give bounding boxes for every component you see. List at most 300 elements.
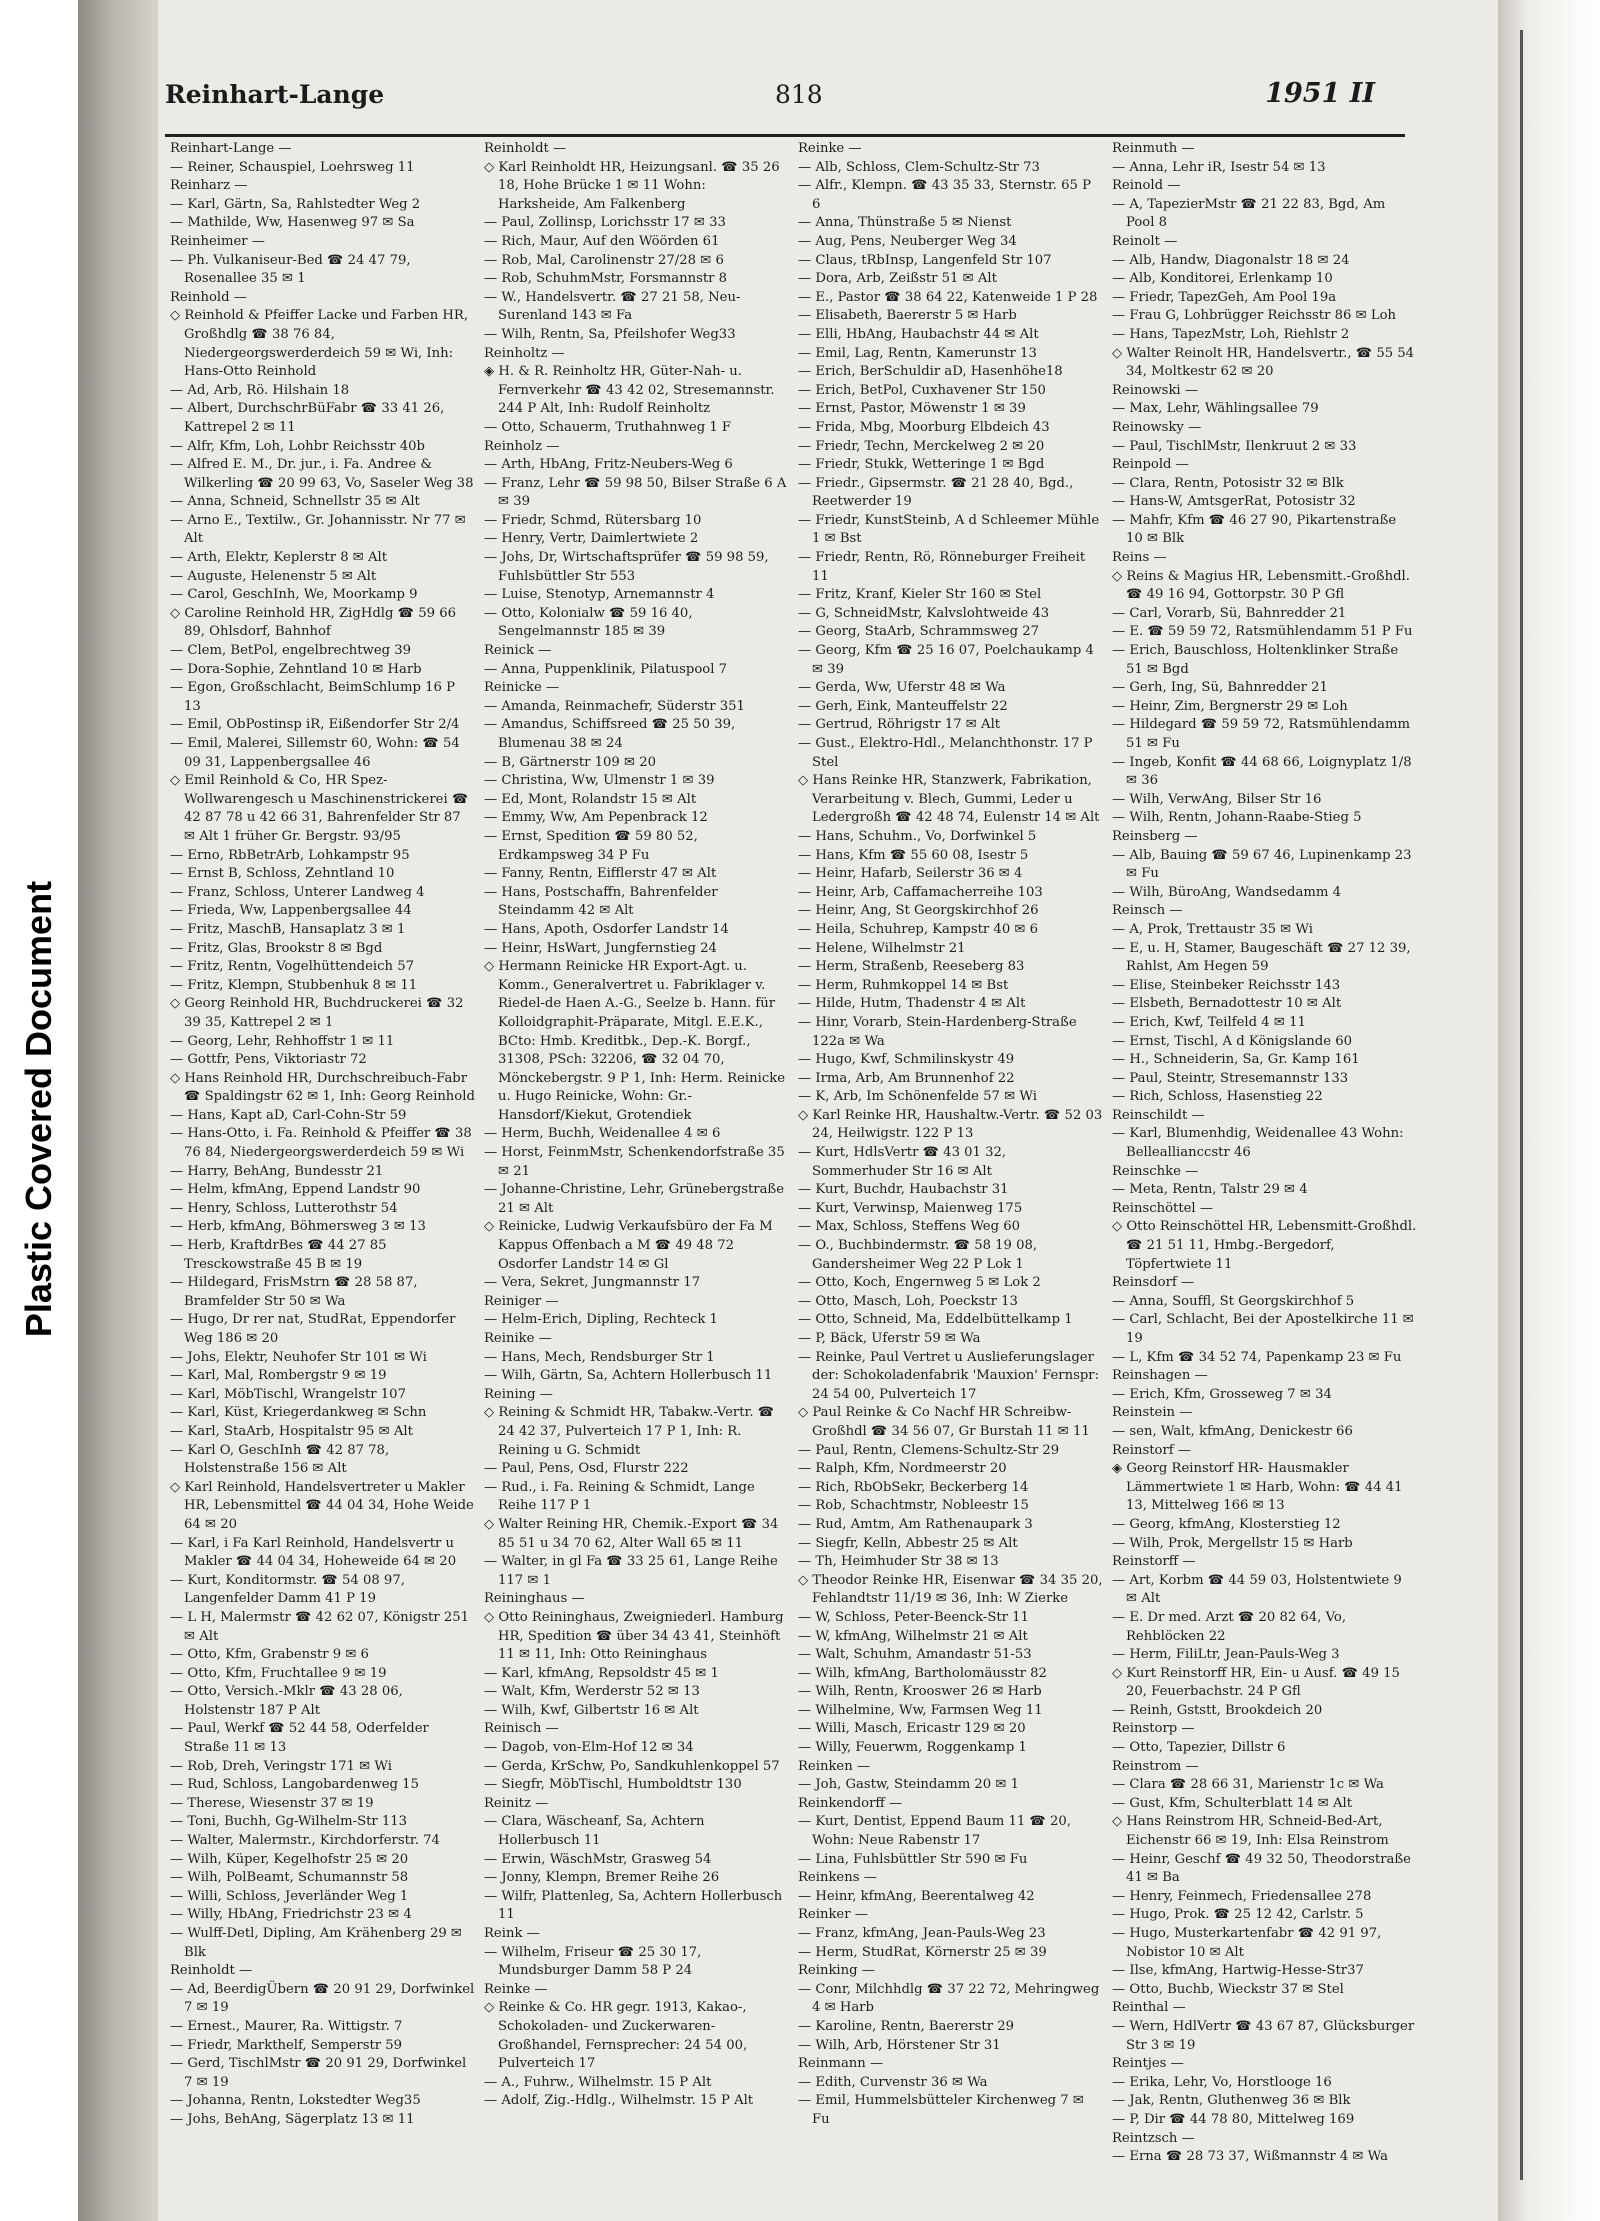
directory-entry: — Heinr, kfmAng, Beerentalweg 42 — [798, 1888, 1035, 1904]
directory-entry: — Johanne-Christine, Lehr, Grünebergstraße 21 ✉ Alt — [484, 1182, 785, 1216]
directory-heading: Reinmann — — [798, 2056, 884, 2072]
directory-heading: Reinhart-Lange — — [170, 141, 292, 156]
directory-heading: Reinstein — — [1112, 1405, 1193, 1421]
directory-entry: — Ernst, Spedition ☎ 59 80 52, Erdkampsweg 34 P Fu — [484, 828, 698, 863]
directory-entry: — Hugo, Prok. ☎ 25 12 42, Carlstr. 5 — [1112, 1907, 1364, 1923]
directory-entry: — Friedr, Rentn, Rö, Rönneburger Freiheit 11 — [798, 550, 1086, 584]
directory-entry: — Wilh, Rentn, Sa, Pfeilshofer Weg33 — [484, 326, 736, 342]
directory-entry: — Elise, Steinbeker Reichsstr 143 — [1112, 977, 1341, 993]
directory-entry: — Clara, Rentn, Potosistr 32 ✉ Blk — [1112, 475, 1344, 491]
directory-entry: — Herm, StudRat, Körnerstr 25 ✉ 39 — [798, 1944, 1047, 1960]
directory-entry: — Erna ☎ 28 73 37, Wißmannstr 4 ✉ Wa — [1112, 2149, 1388, 2165]
directory-entry: — Otto, Schauerm, Truthahnweg 1 F — [484, 419, 732, 435]
directory-entry: — Rud, Schloss, Langobardenweg 15 — [170, 1777, 419, 1793]
directory-heading: Reinthal — — [1112, 2000, 1186, 2016]
directory-entry: — Friedr, TapezGeh, Am Pool 19a — [1112, 289, 1337, 305]
directory-entry: — Carl, Vorarb, Sü, Bahnredder 21 — [1112, 605, 1347, 621]
directory-heading: Reining — — [484, 1386, 553, 1402]
directory-entry: — Dora, Arb, Zeißstr 51 ✉ Alt — [798, 271, 997, 287]
directory-entry: — G, SchneidMstr, Kalvslohtweide 43 — [798, 605, 1050, 621]
directory-entry: — Emil, Hummelsbütteler Kirchenweg 7 ✉ Fu — [798, 2093, 1084, 2127]
directory-entry: — Hans, TapezMstr, Loh, Riehlstr 2 — [1112, 326, 1350, 342]
directory-entry: — Carol, GeschInh, We, Moorkamp 9 — [170, 587, 418, 603]
directory-entry: — Ralph, Kfm, Nordmeerstr 20 — [798, 1461, 1007, 1477]
directory-entry: — Luise, Stenotyp, Arnemannstr 4 — [484, 587, 715, 603]
directory-entry: — Erika, Lehr, Vo, Horstlooge 16 — [1112, 2074, 1332, 2090]
directory-entry: — Wilh, Rentn, Krooswег 26 ✉ Harb — [798, 1684, 1042, 1700]
directory-entry: — Emmy, Ww, Am Pepenbrack 12 — [484, 810, 708, 826]
directory-entry: — Erich, Kfm, Grosseweg 7 ✉ 34 — [1112, 1386, 1332, 1402]
directory-entry: — Johanna, Rentn, Lokstedter Weg35 — [170, 2093, 421, 2109]
directory-entry: — Hilde, Hutm, Thadenstr 4 ✉ Alt — [798, 996, 1026, 1012]
directory-entry: ◇ Reinke & Co. HR gegr. 1913, Kakao-, Schokoladen- und Zuckerwaren-Großhandel, Fernsprecher: 24 54 00, Pulverteich 17 — [484, 2000, 748, 2072]
directory-entry: — Gerh, Eink, Manteuffelstr 22 — [798, 698, 1008, 714]
directory-entry: — Clem, BetPol, engelbrechtweg 39 — [170, 643, 412, 659]
directory-entry: — Lina, Fuhlsbüttler Str 590 ✉ Fu — [798, 1851, 1028, 1867]
directory-entry: — Alfr., Klempn. ☎ 43 35 33, Sternstr. 65 P 6 — [798, 178, 1091, 212]
directory-heading: Reininghaus — — [484, 1591, 585, 1607]
running-head-right: 1951 II — [1265, 78, 1375, 109]
directory-entry: — Erich, Bauschloss, Holtenklinker Straße 51 ✉ Bgd — [1112, 643, 1399, 677]
directory-entry: — Alfred E. M., Dr. jur., i. Fa. Andree & Wilkerling ☎ 20 99 63, Vo, Saseler Weg 38 — [170, 457, 474, 491]
directory-column-4 — [1112, 140, 1417, 2200]
directory-entry: — Friedr, Markthelf, Semperstr 59 — [170, 2037, 403, 2053]
directory-entry: — Rich, Maur, Auf den Wöörden 61 — [484, 233, 720, 249]
directory-entry: — Alb, Handw, Diagonalstr 18 ✉ 24 — [1112, 252, 1350, 268]
directory-entry: — Wilh, BüroAng, Wandsedamm 4 — [1112, 884, 1341, 900]
directory-entry: ◇ Hans Reinstrom HR, Schneid-Bed-Art, Eichenstr 66 ✉ 19, Inh: Elsa Reinstrom — [1112, 1814, 1389, 1849]
directory-entry: — Henry, Feinmech, Friedensallee 278 — [1112, 1888, 1372, 1904]
directory-entry: — Friedr, Stukk, Wetteringe 1 ✉ Bgd — [798, 457, 1045, 473]
directory-entry: — Heinr, Zim, Bergnerstr 29 ✉ Loh — [1112, 698, 1348, 714]
directory-heading: Reinholtz — — [484, 345, 565, 361]
directory-entry: — Otto, Schneid, Ma, Eddelbüttelkamp 1 — [798, 1312, 1073, 1328]
directory-entry: ◇ Hans Reinke HR, Stanzwerk, Fabrikation, Verarbeitung v. Blech, Gummi, Leder u Ledergroßh ☎ 42 48 74, Eulenstr 14 ✉ Alt — [798, 773, 1100, 826]
directory-entry: — Emil, Lag, Rentn, Kamerunstr 13 — [798, 345, 1037, 361]
directory-entry: — Paul, Zollinsp, Lorichsstr 17 ✉ 33 — [484, 215, 726, 231]
directory-entry: — Georg, StaArb, Schrammsweg 27 — [798, 624, 1040, 640]
directory-entry: — Helm, kfmAng, Eppend Landstr 90 — [170, 1182, 421, 1198]
directory-heading: Reinstrom — — [1112, 1758, 1199, 1774]
directory-column-3 — [798, 140, 1103, 2200]
directory-entry: — Wilh, Prok, Mergellstr 15 ✉ Harb — [1112, 1535, 1353, 1551]
directory-entry: — Franz, kfmAng, Jean-Pauls-Weg 23 — [798, 1926, 1046, 1941]
directory-entry: — Willy, Feuerwm, Roggenkamp 1 — [798, 1740, 1027, 1756]
directory-entry: — Henry, Vertr, Daimlertwiete 2 — [484, 531, 699, 547]
directory-entry: — Horst, FeinmMstr, Schenkendorfstraße 35 ✉ 21 — [484, 1145, 785, 1179]
directory-entry: — Egon, Großschlacht, BeimSchlump 16 P 13 — [170, 680, 455, 714]
directory-entry: — Ad, BeerdigÜbern ☎ 20 91 29, Dorfwinkel 7 ✉ 19 — [170, 1981, 475, 2016]
directory-entry: — Ingeb, Konfit ☎ 44 68 66, Loignyplatz 1/8 ✉ 36 — [1112, 754, 1412, 789]
directory-entry: ◇ Caroline Reinhold HR, ZigHdlg ☎ 59 66 89, Ohlsdorf, Bahnhof — [170, 605, 456, 640]
directory-entry: — Mahfr, Kfm ☎ 46 27 90, Pikartenstraße 10 ✉ Blk — [1112, 512, 1397, 547]
directory-entry: ◇ Karl Reinholdt HR, Heizungsanl. ☎ 35 26 18, Hohe Brücke 1 ✉ 11 Wohn: Harksheide, Am Falkenberg — [484, 159, 780, 212]
directory-heading: Reinowski — — [1112, 382, 1199, 398]
directory-entry: ◇ Walter Reining HR, Chemik.-Export ☎ 34 85 51 u 34 70 62, Alter Wall 65 ✉ 11 — [484, 1516, 779, 1551]
directory-entry: — Karl, kfmAng, Repsoldstr 45 ✉ 1 — [484, 1665, 719, 1681]
directory-heading: Reinhold — — [170, 289, 247, 305]
directory-entry: — Walter, in gl Fa ☎ 33 25 61, Lange Reihe 117 ✉ 1 — [484, 1554, 778, 1588]
directory-entry: — P, Bäck, Uferstr 59 ✉ Wa — [798, 1331, 981, 1346]
directory-entry: — L H, Malermstr ☎ 42 62 07, Königstr 251 ✉ Alt — [170, 1609, 470, 1644]
directory-entry: — Gottfr, Pens, Viktoriastr 72 — [170, 1052, 367, 1068]
directory-heading: Reinisch — — [484, 1721, 559, 1737]
directory-entry: — Walt, Schuhm, Amandastr 51-53 — [798, 1647, 1032, 1663]
directory-entry: — sen, Walt, kfmAng, Denickestr 66 — [1112, 1423, 1353, 1439]
directory-entry: — Hans, Kapt aD, Carl-Cohn-Str 59 — [170, 1107, 407, 1123]
directory-entry: — Clara, Wäscheanf, Sa, Achtern Hollerbusch 11 — [484, 1814, 705, 1849]
directory-heading: Reinkendorff — — [798, 1795, 903, 1811]
directory-entry: — Wilh, VerwAng, Bilser Str 16 — [1112, 791, 1322, 807]
directory-entry: — K, Arb, Im Schönenfelde 57 ✉ Wi — [798, 1089, 1037, 1105]
directory-heading: Reintjes — — [1112, 2056, 1184, 2072]
directory-entry: — Willi, Schloss, Jeverländer Weg 1 — [170, 1888, 409, 1904]
directory-entry: — Ernst B, Schloss, Zehntland 10 — [170, 866, 395, 882]
directory-entry: — Hugo, Dr rer nat, StudRat, Eppendorfer Weg 186 ✉ 20 — [170, 1312, 456, 1346]
directory-entry: — Gust, Kfm, Schulterblatt 14 ✉ Alt — [1112, 1795, 1353, 1811]
directory-entry: — Karl O, GeschInh ☎ 42 87 78, Holstenstraße 156 ✉ Alt — [170, 1442, 390, 1477]
directory-entry: — Dagob, von-Elm-Hof 12 ✉ 34 — [484, 1740, 694, 1756]
directory-entry: — Herm, Buchh, Weidenallee 4 ✉ 6 — [484, 1126, 721, 1142]
directory-entry: — Heinr, Hafarb, Seilerstr 36 ✉ 4 — [798, 866, 1023, 882]
directory-entry: — Alb, Schloss, Clem-Schultz-Str 73 — [798, 159, 1040, 175]
directory-entry: — Georg, Lehr, Rehhoffstr 1 ✉ 11 — [170, 1033, 395, 1049]
directory-entry: — Ilse, kfmAng, Hartwig-Hesse-Str37 — [1112, 1963, 1364, 1979]
directory-entry: — Otto, Versich.-Mklr ☎ 43 28 06, Holstenstr 187 P Alt — [170, 1684, 403, 1718]
directory-entry: — Wilh, Gärtn, Sa, Achtern Hollerbusch 11 — [484, 1368, 773, 1384]
directory-entry: — Herm, Ruhmkoppel 14 ✉ Bst — [798, 977, 1009, 993]
directory-entry: — Hans, Postschaffn, Bahrenfelder Steindamm 42 ✉ Alt — [484, 884, 718, 919]
directory-entry: ◇ Kurt Reinstorff HR, Ein- u Ausf. ☎ 49 15 20, Feuerbachstr. 24 P Gfl — [1112, 1665, 1400, 1700]
directory-entry: — A., Fuhrw., Wilhelmstr. 15 P Alt — [484, 2074, 712, 2090]
directory-entry: — Max, Lehr, Wählingsallee 79 — [1112, 401, 1319, 417]
directory-entry: — Rud., i. Fa. Reining & Schmidt, Lange Reihe 117 P 1 — [484, 1479, 755, 1514]
directory-entry: — Wern, HdlVertr ☎ 43 67 87, Glücksburger Str 3 ✉ 19 — [1112, 2018, 1415, 2053]
directory-entry: — Rob, Dreh, Veringstr 171 ✉ Wi — [170, 1758, 392, 1774]
directory-entry: — Fritz, Glas, Brookstr 8 ✉ Bgd — [170, 940, 383, 956]
directory-entry: — Fritz, Kranf, Kieler Str 160 ✉ Stel — [798, 587, 1042, 603]
directory-entry: — Wilh, Kwf, Gilbertstr 16 ✉ Alt — [484, 1702, 699, 1718]
directory-entry: — Otto, Buchb, Wieckstr 37 ✉ Stel — [1112, 1981, 1344, 1997]
directory-entry: — Hildegard, FrisMstrn ☎ 28 58 87, Bramfelder Str 50 ✉ Wa — [170, 1275, 418, 1309]
directory-entry: — Rich, Schloss, Hasenstieg 22 — [1112, 1089, 1323, 1105]
directory-entry: — Frida, Mbg, Moorburg Elbdeich 43 — [798, 419, 1050, 435]
directory-heading: Reinsdorf — — [1112, 1275, 1195, 1291]
directory-entry: — Mathilde, Ww, Hasenweg 97 ✉ Sa — [170, 215, 415, 231]
directory-entry: — A, TapezierMstr ☎ 21 22 83, Bgd, Am Pool 8 — [1112, 196, 1386, 231]
directory-entry: — Henry, Schloss, Lutterothstr 54 — [170, 1200, 398, 1216]
directory-entry: ◇ Reining & Schmidt HR, Tabakw.-Vertr. ☎ 24 42 37, Pulverteich 17 P 1, Inh: R. Reining u G. Schmidt — [484, 1405, 775, 1458]
directory-entry: — Karoline, Rentn, Baererstr 29 — [798, 2018, 1014, 2034]
directory-entry: — Karl, StaArb, Hospitalstr 95 ✉ Alt — [170, 1423, 413, 1439]
directory-entry: — Paul, Werkf ☎ 52 44 58, Oderfelder Straße 11 ✉ 13 — [170, 1721, 429, 1756]
directory-entry: — Rich, RbObSekr, Beckerberg 14 — [798, 1479, 1029, 1495]
directory-entry: — Wilh, PolBeamt, Schumannstr 58 — [170, 1870, 409, 1886]
directory-entry: — Hildegard ☎ 59 59 72, Ratsmühlendamm 51 ✉ Fu — [1112, 717, 1411, 751]
directory-entry: — Fritz, Rentn, Vogelhüttendeich 57 — [170, 959, 414, 975]
directory-entry: — Herb, KraftdrBes ☎ 44 27 85 Tresckowstraße 45 B ✉ 19 — [170, 1238, 387, 1272]
directory-entry: — Arth, Elektr, Keplerstr 8 ✉ Alt — [170, 550, 388, 566]
directory-heading: Reinheimer — — [170, 233, 265, 249]
directory-entry: — Kurt, HdlsVertr ☎ 43 01 32, Sommerhuder Str 16 ✉ Alt — [798, 1145, 1007, 1179]
directory-entry: — Ed, Mont, Rolandstr 15 ✉ Alt — [484, 791, 697, 807]
directory-entry: — Hinr, Vorarb, Stein-Hardenberg-Straße 122a ✉ Wa — [798, 1014, 1077, 1049]
directory-heading: Reinold — — [1112, 178, 1181, 194]
directory-entry: — Franz, Schloss, Unterer Landweg 4 — [170, 884, 425, 900]
directory-heading: Reinholdt — — [170, 1963, 253, 1979]
directory-entry: ◇ Karl Reinhold, Handelsvertreter u Makler HR, Lebensmittel ☎ 44 04 34, Hohe Weide 64 ✉ 20 — [170, 1479, 474, 1532]
directory-entry: — H., Schneiderin, Sa, Gr. Kamp 161 — [1112, 1052, 1360, 1068]
directory-entry: — Heinr, Arb, Caffamacherreihe 103 — [798, 884, 1043, 900]
directory-entry: — Harry, BehAng, Bundesstr 21 — [170, 1163, 384, 1179]
directory-entry: — Walt, Kfm, Werderstr 52 ✉ 13 — [484, 1684, 700, 1700]
directory-entry: — Karl, Gärtn, Sa, Rahlstedter Weg 2 — [170, 196, 421, 212]
directory-entry: — Hans, Mech, Rendsburger Str 1 — [484, 1349, 715, 1365]
directory-entry: — Emil, Malerei, Sillemstr 60, Wohn: ☎ 54 09 31, Lappenbergsallee 46 — [170, 736, 460, 770]
directory-heading: Reinpold — — [1112, 457, 1189, 473]
directory-heading: Reinicke — — [484, 680, 560, 696]
directory-entry: — Hugo, Musterkartenfabr ☎ 42 91 97, Nobistor 10 ✉ Alt — [1112, 1926, 1382, 1960]
directory-entry: ◇ Hans Reinhold HR, Durchschreibuch-Fabr ☎ Spaldingstr 62 ✉ 1, Inh: Georg Reinhold — [170, 1070, 475, 1105]
directory-entry: — Georg, kfmAng, Klosterstieg 12 — [1112, 1516, 1341, 1532]
directory-entry: — Friedr., Gipsermstr. ☎ 21 28 40, Bgd., Reetwerder 19 — [798, 475, 1074, 510]
directory-entry: — Joh, Gastw, Steindamm 20 ✉ 1 — [798, 1777, 1020, 1793]
directory-entry: ◇ Georg Reinhold HR, Buchdruckerei ☎ 32 39 35, Kattrepel 2 ✉ 1 — [170, 996, 464, 1030]
directory-entry: — Gerd, TischlMstr ☎ 20 91 29, Dorfwinkel 7 ✉ 19 — [170, 2056, 467, 2090]
directory-heading: Reinike — — [484, 1331, 552, 1346]
directory-entry: — Kurt, Verwinsp, Maienweg 175 — [798, 1200, 1023, 1216]
document-label: Plastic Covered Document — [18, 880, 59, 1338]
directory-entry: — Franz, Lehr ☎ 59 98 50, Bilser Straße 6 A ✉ 39 — [484, 475, 787, 510]
directory-entry: — Reinh, Gststt, Brookdeich 20 — [1112, 1702, 1323, 1718]
directory-entry: — Gust., Elektro-Hdl., Melanchthonstr. 17 P Stel — [798, 736, 1093, 770]
directory-heading: Reink — — [484, 1926, 540, 1941]
directory-entry: — Siegfr, Kelln, Abbestr 25 ✉ Alt — [798, 1535, 1018, 1551]
directory-entry: — Paul, Pens, Osd, Flurstr 222 — [484, 1461, 689, 1477]
directory-entry: ◇ Walter Reinolt HR, Handelsvertr., ☎ 55 54 34, Moltkestr 62 ✉ 20 — [1112, 345, 1415, 380]
directory-entry: — Karl, MöbTischl, Wrangelstr 107 — [170, 1386, 406, 1402]
directory-entry: — Meta, Rentn, Talstr 29 ✉ 4 — [1112, 1182, 1308, 1198]
directory-entry: — B, Gärtnerstr 109 ✉ 20 — [484, 754, 657, 770]
directory-entry: — Edith, Curvenstr 36 ✉ Wa — [798, 2074, 988, 2090]
directory-entry: ◇ Karl Reinke HR, Haushaltw.-Vertr. ☎ 52 03 24, Heilwigstr. 122 P 13 — [798, 1107, 1103, 1142]
directory-entry: — Friedr, Techn, Merckelweg 2 ✉ 20 — [798, 438, 1045, 454]
directory-entry: — Ernst, Tischl, A d Königslande 60 — [1112, 1033, 1353, 1049]
directory-heading: Reinschöttel — — [1112, 1200, 1214, 1216]
directory-entry: — Albert, DurchschrBüFabr ☎ 33 41 26, Kattrepel 2 ✉ 11 — [170, 401, 445, 435]
directory-entry: — Siegfr, MöbTischl, Humboldtstr 130 — [484, 1777, 742, 1793]
directory-entry: — Anna, Schneid, Schnellstr 35 ✉ Alt — [170, 494, 420, 510]
directory-entry: — Helene, Wilhelmstr 21 — [798, 940, 966, 956]
directory-entry: — Fritz, MaschB, Hansaplatz 3 ✉ 1 — [170, 921, 406, 937]
directory-entry: — Fritz, Klempn, Stubbenhuk 8 ✉ 11 — [170, 977, 418, 993]
directory-entry: — Alb, Bauing ☎ 59 67 46, Lupinenkamp 23 ✉ Fu — [1112, 847, 1412, 882]
directory-entry: — Gerda, Ww, Uferstr 48 ✉ Wa — [798, 680, 1006, 696]
directory-entry: — Anna, Souffl, St Georgskirchhof 5 — [1112, 1293, 1355, 1309]
directory-entry: — Rob, SchuhmMstr, Forsmannstr 8 — [484, 271, 728, 287]
directory-heading: Reinker — — [798, 1907, 868, 1923]
directory-entry: — Wilhelm, Friseur ☎ 25 30 17, Mundsburger Damm 58 P 24 — [484, 1944, 702, 1979]
directory-entry: — Frau G, Lohbrügger Reichsstr 86 ✉ Loh — [1112, 308, 1397, 324]
directory-column-2 — [484, 140, 789, 2200]
directory-entry: — Aug, Pens, Neuberger Weg 34 — [798, 233, 1017, 249]
directory-entry: — Carl, Schlacht, Bei der Apostelkirche 11 ✉ 19 — [1112, 1312, 1414, 1346]
directory-heading: Reinken — — [798, 1758, 871, 1774]
directory-entry: — Hugo, Kwf, Schmilinskystr 49 — [798, 1052, 1015, 1068]
directory-entry: — Jak, Rentn, Gluthenweg 36 ✉ Blk — [1112, 2093, 1351, 2109]
directory-entry: — Karl, i Fa Karl Reinhold, Handelsvertr u Makler ☎ 44 04 34, Hoheweide 64 ✉ 20 — [170, 1535, 457, 1570]
directory-heading: Reinmuth — — [1112, 141, 1195, 156]
directory-heading: Reinshagen — — [1112, 1368, 1208, 1384]
directory-entry: — Hans, Schuhm., Vo, Dorfwinkel 5 — [798, 828, 1037, 844]
directory-column-1 — [170, 140, 475, 2200]
directory-heading: Reinharz — — [170, 178, 248, 194]
directory-entry: — Herb, kfmAng, Böhmersweg 3 ✉ 13 — [170, 1219, 426, 1235]
directory-entry: — Anna, Puppenklinik, Pilatuspool 7 — [484, 661, 728, 677]
directory-entry: — Rud, Amtm, Am Rathenaupark 3 — [798, 1516, 1033, 1532]
directory-heading: Reinschke — — [1112, 1163, 1199, 1179]
directory-entry: — Adolf, Zig.-Hdlg., Wilhelmstr. 15 P Alt — [484, 2093, 754, 2109]
directory-entry: — Ad, Arb, Rö. Hilshain 18 — [170, 382, 350, 398]
directory-entry: — Wilh, Küper, Kegelhofstr 25 ✉ 20 — [170, 1851, 409, 1867]
directory-entry: ◈ H. & R. Reinholtz HR, Güter-Nah- u. Fernverkehr ☎ 43 42 02, Stresemannstr. 244 P Alt, Inh: Rudolf Reinholtz — [484, 364, 775, 417]
directory-entry: — Conr, Milchhdlg ☎ 37 22 72, Mehringweg 4 ✉ Harb — [798, 1981, 1100, 2016]
directory-heading: Reinowsky — — [1112, 419, 1202, 435]
directory-entry: — Irma, Arb, Am Brunnenhof 22 — [798, 1070, 1015, 1086]
directory-entry: — Otto, Kolonialw ☎ 59 16 40, Sengelmannstr 185 ✉ 39 — [484, 605, 693, 640]
directory-entry: — Reiner, Schauspiel, Loehrsweg 11 — [170, 159, 415, 175]
directory-entry: — A, Prok, Trettaustr 35 ✉ Wi — [1112, 921, 1313, 937]
directory-entry: — Willy, HbAng, Friedrichstr 23 ✉ 4 — [170, 1907, 412, 1923]
directory-entry: ◇ Emil Reinhold & Co, HR Spez-Wollwarengesch u Maschinenstrickerei ☎ 42 87 78 u 42 66 31, Bahrenfelder Str 87 ✉ Alt 1 früher Gr. Bergstr. 93/95 — [170, 773, 469, 844]
directory-entry: ◇ Reinhold & Pfeiffer Lacke und Farben HR, Großhdlg ☎ 38 76 84, Niedergeorgswerderdeich 59 ✉ Wi, Inh: Hans-Otto Reinhold — [170, 308, 469, 380]
directory-entry: — Vera, Sekret, Jungmannstr 17 — [484, 1275, 701, 1291]
directory-entry: — Erich, BerSchuldir aD, Hasenhöhe18 — [798, 364, 1063, 380]
directory-entry: — Arno E., Textilw., Gr. Johannisstr. Nr 77 ✉ Alt — [170, 512, 466, 547]
directory-entry: — Alb, Konditorei, Erlenkamp 10 — [1112, 271, 1333, 287]
directory-entry: — Wilh, Arb, Hörstener Str 31 — [798, 2037, 1001, 2053]
directory-entry: — E., Pastor ☎ 38 64 22, Katenweide 1 P 28 — [798, 289, 1098, 305]
directory-heading: Reinitz — — [484, 1795, 549, 1811]
directory-entry: — Wilh, kfmAng, Bartholomäusstr 82 — [798, 1665, 1047, 1681]
directory-entry: — Friedr, Schmd, Rütersbarg 10 — [484, 512, 702, 528]
directory-entry: ◇ Theodor Reinke HR, Eisenwar ☎ 34 35 20, Fehlandtstr 11/19 ✉ 36, Inh: W Zierke — [798, 1572, 1103, 1607]
directory-entry: — Anna, Thünstraße 5 ✉ Nienst — [798, 215, 1012, 231]
directory-entry: — W., Handelsvertr. ☎ 27 21 58, Neu-Surenland 143 ✉ Fa — [484, 289, 741, 324]
directory-entry: — Heila, Schuhrep, Kampstr 40 ✉ 6 — [798, 921, 1039, 937]
directory-entry: ◇ Paul Reinke & Co Nachf HR Schreibw-Großhdl ☎ 34 56 07, Gr Burstah 11 ✉ 11 — [798, 1405, 1090, 1439]
directory-entry: — Georg, Kfm ☎ 25 16 07, Poelchaukamp 4 ✉ 39 — [798, 643, 1094, 677]
directory-entry: — E. ☎ 59 59 72, Ratsmühlendamm 51 P Fu — [1112, 624, 1413, 640]
directory-entry: ◇ Otto Reininghaus, Zweigniederl. Hamburg HR, Spedition ☎ über 34 43 41, Steinhöft 11 ✉ 11, Inh: Otto Reininghaus — [484, 1609, 784, 1663]
directory-entry: — Elisabeth, Baererstr 5 ✉ Harb — [798, 308, 1017, 324]
directory-entry: — Paul, Steintr, Stresemannstr 133 — [1112, 1070, 1349, 1086]
directory-entry: — Christina, Ww, Ulmenstr 1 ✉ 39 — [484, 773, 715, 789]
directory-entry: — Heinr, HsWart, Jungfernstieg 24 — [484, 940, 717, 956]
directory-entry: — Johs, BehAng, Sägerplatz 13 ✉ 11 — [170, 2111, 415, 2127]
directory-entry: — Hans, Kfm ☎ 55 60 08, Isestr 5 — [798, 847, 1029, 863]
scanner-sidebar — [0, 0, 78, 2221]
directory-entry: — Otto, Masch, Loh, Poeckstr 13 — [798, 1293, 1018, 1309]
directory-heading: Reinsberg — — [1112, 828, 1198, 844]
directory-entry: — Elli, HbAng, Haubachstr 44 ✉ Alt — [798, 326, 1039, 342]
directory-entry: — Alfr, Kfm, Loh, Lohbr Reichsstr 40b — [170, 438, 425, 454]
directory-entry: — E. Dr med. Arzt ☎ 20 82 64, Vo, Rehblöcken 22 — [1112, 1609, 1347, 1644]
directory-heading: Reinstorff — — [1112, 1554, 1196, 1570]
directory-entry: — O., Buchbindermstr. ☎ 58 19 08, Gandersheimer Weg 22 P Lok 1 — [798, 1238, 1038, 1272]
directory-heading: Reinke — — [484, 1981, 548, 1997]
directory-entry: — Otto, Koch, Engernweg 5 ✉ Lok 2 — [798, 1275, 1041, 1291]
directory-entry: — Otto, Kfm, Fruchtallee 9 ✉ 19 — [170, 1665, 387, 1681]
running-head-left: Reinhart-Lange — [165, 80, 385, 109]
directory-entry: — Erno, RbBetrArb, Lohkampstr 95 — [170, 847, 410, 863]
directory-heading: Reinholdt — — [484, 141, 567, 156]
directory-entry: — Herm, FiliLtr, Jean-Pauls-Weg 3 — [1112, 1647, 1340, 1663]
directory-entry: — Dora-Sophie, Zehntland 10 ✉ Harb — [170, 661, 422, 677]
directory-entry: — Th, Heimhuder Str 38 ✉ 13 — [798, 1554, 999, 1570]
directory-entry: — P, Dir ☎ 44 78 80, Mittelweg 169 — [1112, 2111, 1355, 2127]
directory-entry: — Paul, TischlMstr, Ilenkruut 2 ✉ 33 — [1112, 438, 1357, 454]
page-number: 818 — [775, 80, 823, 109]
directory-entry: — Heinr, Ang, St Georgskirchhof 26 — [798, 903, 1039, 919]
directory-entry: ◈ Georg Reinstorf HR- Hausmakler Lämmertwiete 1 ✉ Harb, Wohn: ☎ 44 41 13, Mittelweg 166 ✉ 13 — [1112, 1461, 1403, 1514]
directory-entry: — Erich, BetPol, Cuxhavener Str 150 — [798, 382, 1046, 398]
directory-entry: — Helm-Erich, Dipling, Rechteck 1 — [484, 1312, 718, 1328]
directory-heading: Reintzsch — — [1112, 2130, 1195, 2146]
header-rule — [165, 134, 1405, 137]
directory-entry: — Rob, Mal, Carolinenstr 27/28 ✉ 6 — [484, 252, 724, 268]
directory-entry: — Ernst, Pastor, Möwenstr 1 ✉ 39 — [798, 401, 1026, 417]
directory-heading: Reinke — — [798, 141, 862, 156]
directory-entry: — E, u. H, Stamer, Baugeschäft ☎ 27 12 39, Rahlst, Am Hegen 59 — [1112, 940, 1411, 975]
next-page-edge — [1498, 0, 1600, 2221]
directory-entry: — Karl, Blumenhdig, Weidenallee 43 Wohn: Belleallianccstr 46 — [1112, 1126, 1404, 1161]
directory-entry: — Erich, Kwf, Teilfeld 4 ✉ 11 — [1112, 1014, 1306, 1030]
directory-entry: — Gerda, KrSchw, Po, Sandkuhlenkoppel 57 — [484, 1758, 780, 1774]
directory-entry: — Paul, Rentn, Clemens-Schultz-Str 29 — [798, 1442, 1060, 1458]
book-gutter — [78, 0, 158, 2221]
directory-entry: — Toni, Buchh, Gg-Wilhelm-Str 113 — [170, 1814, 408, 1830]
directory-heading: Reinking — — [798, 1963, 875, 1979]
directory-entry: — Claus, tRbInsp, Langenfeld Str 107 — [798, 252, 1052, 268]
directory-heading: Reinick — — [484, 643, 552, 659]
directory-entry: — Otto, Tapezier, Dillstr 6 — [1112, 1740, 1286, 1756]
directory-entry: — L, Kfm ☎ 34 52 74, Papenkamp 23 ✉ Fu — [1112, 1349, 1402, 1365]
directory-entry: — Jonny, Klempn, Bremer Reihe 26 — [484, 1870, 720, 1886]
directory-entry: — Wilhelmine, Ww, Farmsen Weg 11 — [798, 1702, 1043, 1718]
directory-entry: — Kurt, Dentist, Eppend Baum 11 ☎ 20, Wohn: Neue Rabenstr 17 — [798, 1814, 1072, 1849]
directory-entry: — Reinke, Paul Vertret u Auslieferungslager der: Schokoladenfabrik 'Mauxion' Fernspr: 24 54 00, Pulverteich 17 — [798, 1349, 1100, 1402]
directory-entry: — Otto, Kfm, Grabenstr 9 ✉ 6 — [170, 1647, 369, 1663]
directory-entry: — Anna, Lehr iR, Isestr 54 ✉ 13 — [1112, 159, 1326, 175]
directory-entry: — Gertrud, Röhrigstr 17 ✉ Alt — [798, 717, 1001, 733]
directory-entry: — Ernest., Maurer, Ra. Wittigstr. 7 — [170, 2018, 403, 2034]
directory-entry: — Herm, Straßenb, Reeseberg 83 — [798, 959, 1025, 975]
directory-heading: Reinstorp — — [1112, 1721, 1195, 1737]
directory-entry: ◇ Otto Reinschöttel HR, Lebensmitt-Großhdl. ☎ 21 51 11, Hmbg.-Bergedorf, Töpfertwiete 11 — [1112, 1219, 1417, 1272]
directory-entry: — Willi, Masch, Ericastr 129 ✉ 20 — [798, 1721, 1026, 1737]
directory-entry: — Johs, Dr, Wirtschaftsprüfer ☎ 59 98 59, Fuhlsbüttler Str 553 — [484, 550, 769, 584]
directory-entry: — Karl, Küst, Kriegerdankweg ✉ Schn — [170, 1405, 427, 1421]
directory-entry: — W, Schloss, Peter-Beenck-Str 11 — [798, 1609, 1029, 1625]
directory-entry: — Hans, Apoth, Osdorfer Landstr 14 — [484, 921, 729, 937]
directory-entry: — Fanny, Rentn, Eifflerstr 47 ✉ Alt — [484, 866, 717, 882]
directory-entry: ◇ Reins & Magius HR, Lebensmitt.-Großhdl. ☎ 49 16 94, Gottorpstr. 30 P Gfl — [1112, 568, 1410, 603]
directory-entry: — Arth, HbAng, Fritz-Neubers-Weg 6 — [484, 457, 733, 473]
directory-entry: ◇ Hermann Reinicke HR Export-Agt. u. Komm., Generalvertret u. Fabriklager v. Riedel-de Haen A.-G., Seelze b. Hann. für Kolloidgraphit-Präparate, Mitgl. E.E.K., BCto: Hmb. Kreditbk., Dep.-K. Borgf., 31308, PSch: 32206, ☎ 32 04 70, Mönckebergstr. 9 P 1, Inh: Herm. Reinicke u. Hugo Reinicke, Wohn: Gr.-Hansdorf/Kiekut, Grotendiek — [484, 959, 786, 1123]
directory-entry: — Karl, Mal, Rombergstr 9 ✉ 19 — [170, 1368, 387, 1384]
directory-entry: — Frieda, Ww, Lappenbergsallee 44 — [170, 903, 412, 919]
